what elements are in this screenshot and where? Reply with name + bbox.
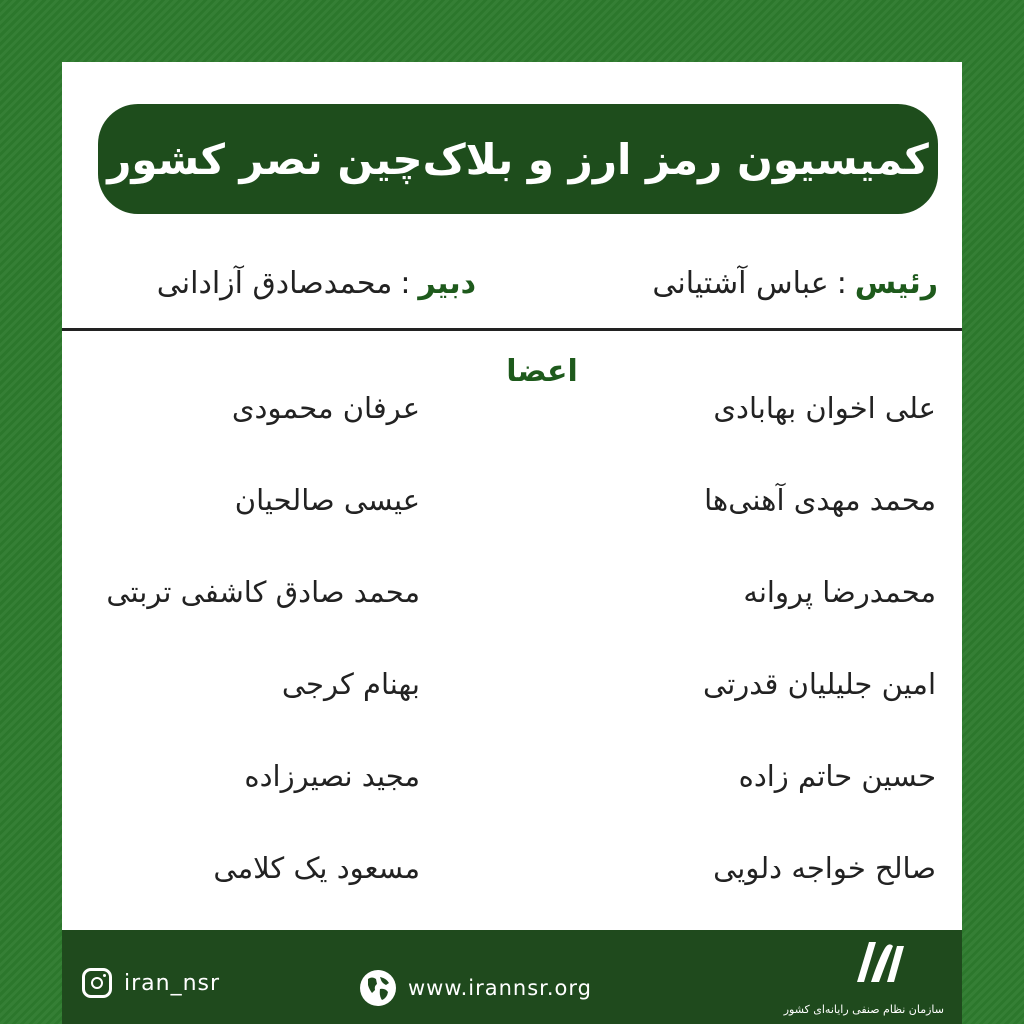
instagram-icon <box>82 968 112 998</box>
member-name: علی اخوان بهابادی <box>713 391 936 425</box>
member-name: محمد مهدی آهنی‌ها <box>704 483 936 517</box>
member-name: مسعود یک کلامی <box>213 851 420 885</box>
members-column-right <box>703 378 936 930</box>
members-column-left <box>106 378 420 930</box>
divider <box>62 328 962 331</box>
chair-separator: : <box>836 265 847 301</box>
nsr-logo-icon <box>849 938 909 988</box>
members-heading: اعضا <box>506 354 578 389</box>
chair-row <box>652 258 938 308</box>
chair-label: رئیس <box>854 265 938 301</box>
member-name: عیسی صالحیان <box>234 483 420 517</box>
member-name: محمدرضا پروانه <box>743 575 936 609</box>
title-banner <box>98 104 938 214</box>
secretary-name: محمدصادق آزادانی <box>156 265 393 301</box>
website-link[interactable] <box>360 970 592 1006</box>
organization-name: سازمان نظام صنفی رایانه‌ای کشور <box>783 1003 944 1016</box>
globe-icon <box>360 970 396 1006</box>
footer-bar <box>62 930 962 1024</box>
member-name: امین جلیلیان قدرتی <box>703 667 936 701</box>
member-name: مجید نصیرزاده <box>244 759 420 793</box>
member-name: عرفان محمودی <box>231 391 420 425</box>
member-name: حسین حاتم زاده <box>738 759 936 793</box>
secretary-row <box>157 258 476 308</box>
instagram-link[interactable] <box>82 968 220 998</box>
member-name: بهنام کرجی <box>281 667 420 701</box>
content-card <box>62 62 962 930</box>
instagram-handle: iran_nsr <box>124 970 221 996</box>
page-title: کمیسیون رمز ارز و بلاک‌چین نصر کشور <box>107 134 929 184</box>
organization-logo <box>783 938 944 1018</box>
member-name: محمد صادق کاشفی تربتی <box>106 575 420 609</box>
secretary-label: دبیر <box>418 265 476 301</box>
member-name: صالح خواجه دلویی <box>713 851 936 885</box>
website-url: www.irannsr.org <box>408 976 592 1000</box>
secretary-separator: : <box>400 265 411 301</box>
chair-name: عباس آشتیانی <box>652 265 829 301</box>
